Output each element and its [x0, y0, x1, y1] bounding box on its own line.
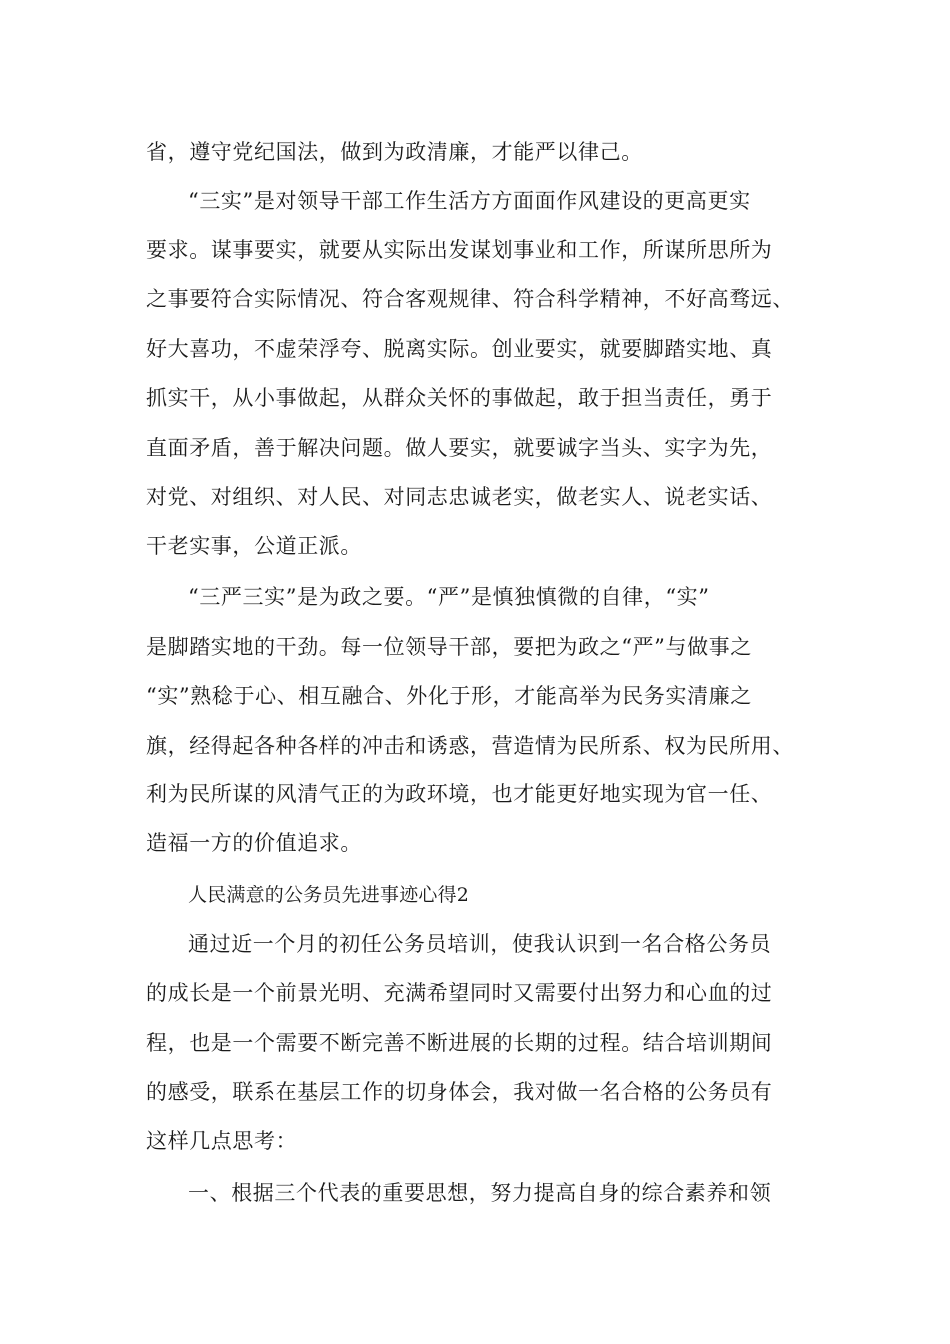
text-line: 程，也是一个需要不断完善不断进展的长期的过程。结合培训期间 [146, 1031, 773, 1055]
text-line: 省，遵守党纪国法，做到为政清廉，才能严以律己。 [146, 140, 643, 164]
paragraph-first-line: 一、根据三个代表的重要思想，努力提高自身的综合素养和领 [188, 1181, 772, 1205]
section-heading: 人民满意的公务员先进事迹心得2 [188, 884, 470, 906]
paragraph-first-line: “三实”是对领导干部工作生活方方面面作风建设的更高更实 [188, 189, 751, 213]
text-line: 抓实干，从小事做起，从群众关怀的事做起，敢于担当责任，勇于 [146, 386, 773, 410]
text-line: 要求。谋事要实，就要从实际出发谋划事业和工作，所谋所思所为 [146, 238, 773, 262]
text-line: 好大喜功，不虚荣浮夸、脱离实际。创业要实，就要脚踏实地、真 [146, 337, 773, 361]
text-line: 对党、对组织、对人民、对同志忠诚老实，做老实人、说老实话、 [146, 485, 773, 509]
text-line: “实”熟稔于心、相互融合、外化于形，才能高举为民务实清廉之 [146, 684, 752, 708]
paragraph-first-line: “三严三实”是为政之要。“严”是慎独慎微的自律，“实” [188, 585, 710, 609]
text-line: 这样几点思考： [146, 1129, 298, 1153]
text-line: 是脚踏实地的干劲。每一位领导干部，要把为政之“严”与做事之 [146, 635, 752, 659]
text-line: 之事要符合实际情况、符合客观规律、符合科学精神，不好高骛远、 [146, 287, 794, 311]
text-line: 造福一方的价值追求。 [146, 831, 362, 855]
text-line: 干老实事，公道正派。 [146, 534, 362, 558]
text-line: 利为民所谋的风清气正的为政环境，也才能更好地实现为官一任、 [146, 782, 773, 806]
text-line: 直面矛盾，善于解决问题。做人要实，就要诚字当头、实字为先， [146, 436, 773, 460]
text-line: 旗，经得起各种各样的冲击和诱惑，营造情为民所系、权为民所用、 [146, 734, 794, 758]
text-line: 的感受，联系在基层工作的切身体会，我对做一名合格的公务员有 [146, 1080, 773, 1104]
paragraph-first-line: 通过近一个月的初任公务员培训，使我认识到一名合格公务员 [188, 932, 772, 956]
text-line: 的成长是一个前景光明、充满希望同时又需要付出努力和心血的过 [146, 981, 773, 1005]
